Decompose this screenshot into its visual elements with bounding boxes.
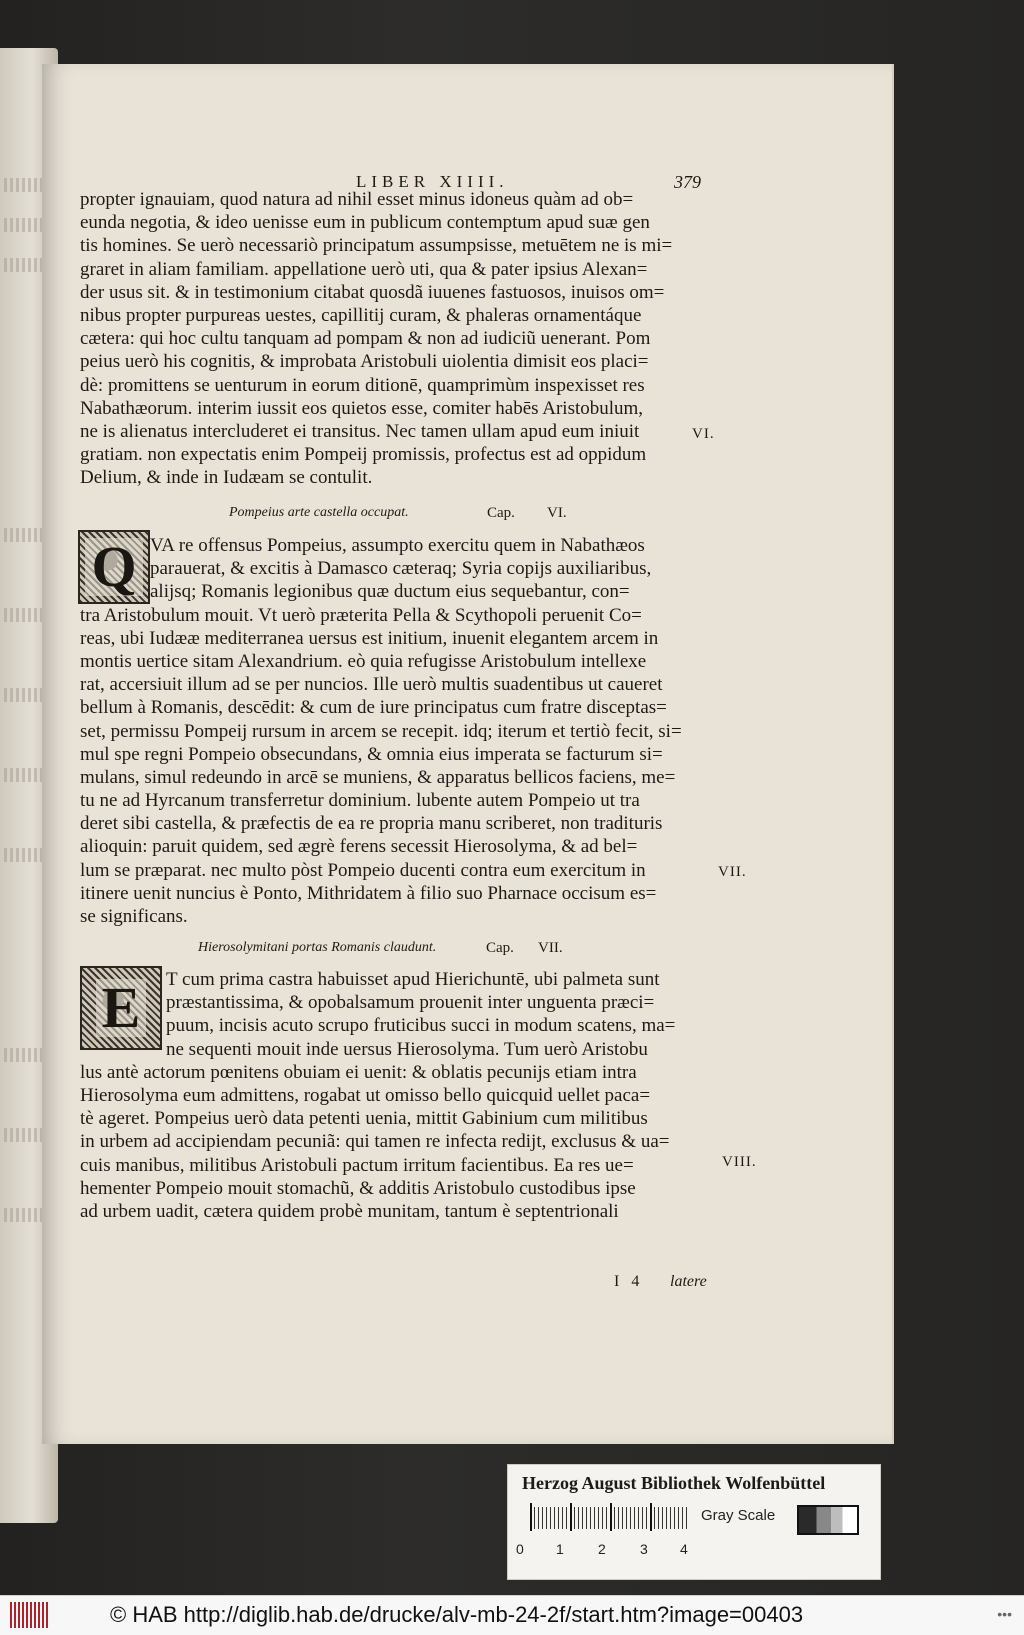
text-line: ad urbem uadit, cætera quidem probè munitam, tantum è septentrionali [80, 1200, 619, 1222]
footer-bar [0, 1595, 1024, 1635]
text-line: tra Aristobulum mouit. Vt uerò præterita Pella & Scythopoli peruenit Co= [80, 604, 642, 626]
text-line: reas, ubi Iudææ mediterranea uersus est initium, inuenit elegantem arcem in [80, 627, 659, 649]
chapter-number: VI. [547, 505, 567, 521]
text-line: lus antè actorum pœnitens obuiam ei uenit: & oblatis pecunijs etiam intra [80, 1061, 637, 1083]
text-line: præstantissima, & opobalsamum prouenit inter unguenta præci= [166, 992, 655, 1014]
text-line: gratiam. non expectatis enim Pompeij promissis, profectus est ad oppidum [80, 444, 647, 466]
scale-tick: 1 [556, 1541, 564, 1557]
margin-note: VI. [692, 426, 715, 442]
gray-scale-label: Gray Scale [701, 1507, 776, 1524]
text-line: graret in aliam familiam. appellatione uerò uti, qua & pater ipsius Alexan= [80, 258, 648, 280]
signature-mark: I 4 [614, 1273, 644, 1290]
text-line: in urbem ad accipiendam pecuniã: qui tamen re infecta redijt, exclusus & ua= [80, 1131, 670, 1153]
scale-tick: 4 [680, 1541, 688, 1557]
text-line: parauerat, & excitis à Damasco cæteraq; Syria copijs auxiliaribus, [150, 558, 652, 580]
text-line: itinere uenit nuncius è Ponto, Mithridatem à filio suo Pharnace occisum es= [80, 882, 657, 904]
scale-tick: 3 [640, 1541, 648, 1557]
text-line: tis homines. Se uerò necessariò principatum assumpsisse, metuētem ne is mi= [80, 235, 673, 257]
text-line: cuis manibus, militibus Aristobuli pactum irritum facientibus. Ea res ue= [80, 1154, 634, 1176]
color-reference-card [507, 1464, 881, 1580]
text-block-3 [80, 1061, 760, 1223]
text-line: set, permissu Pompeij rursum in arcem se recepit. idq; iterum et tertiò fecit, si= [80, 720, 682, 742]
text-line: se significans. [80, 906, 188, 928]
margin-note: VII. [718, 864, 747, 880]
text-block-2 [80, 604, 760, 929]
text-line: mul spe regni Pompeio obsecundans, & omnia eius imperata se facturum si= [80, 743, 663, 765]
text-line: ne is alienatus intercluderet ei transitus. Nec tamen ullam apud eum iniuit [80, 420, 640, 442]
scale-tick: 0 [516, 1541, 524, 1557]
text-line: deret sibi castella, & præfectis de ea re propria manu scriberet, non tradituris [80, 813, 663, 835]
library-name: Herzog August Bibliothek Wolfenbüttel [522, 1473, 826, 1493]
text-line: tè ageret. Pompeius uerò data petenti uenia, mittit Gabinium cum militibus [80, 1108, 648, 1130]
text-line: ne sequenti mouit inde uersus Hierosolyma. Tum uerò Aristobu [166, 1038, 648, 1060]
decorated-initial [78, 530, 150, 604]
text-line: tu ne ad Hyrcanum transferretur dominium. lubente autem Pompeio ut tra [80, 790, 640, 812]
chapter-cap-label: Cap. [486, 940, 514, 956]
chapter-heading-6 [229, 505, 629, 529]
text-line: peius uerò his cognitis, & improbata Aristobuli uiolentia dimisit eos placi= [80, 351, 649, 373]
text-line: alioquin: paruit quidem, sed ægrè ferens secessit Hierosolyma, & ad bel= [80, 836, 638, 858]
text-line: rat, accersiuit illum ad se per nuncios. Ille uerò multis suadentibus ut caueret [80, 674, 663, 696]
running-head: LIBER XIIII. [356, 172, 509, 191]
text-line: nibus propter purpureas uestes, capillitij curam, & phaleras ornamentáque [80, 304, 642, 326]
chapter-number: VII. [538, 940, 563, 956]
catchword: latere [670, 1273, 707, 1290]
text-line: Delium, & inde in Iudæam se contulit. [80, 467, 373, 489]
text-line: hementer Pompeio mouit stomachũ, & additis Aristobulo custodibus ipse [80, 1177, 636, 1199]
initial-letter: Q [85, 538, 142, 596]
text-line: Nabathæorum. interim iussit eos quietos esse, comiter habēs Aristobulum, [80, 397, 644, 419]
text-block-2-indented [150, 534, 760, 604]
chapter-title: Pompeius arte castella occupat. [229, 505, 409, 520]
text-line: eunda negotia, & ideo uenisse eum in publicum contemptum apud suæ gen [80, 212, 650, 234]
text-line: mulans, simul redeundo in arcē se muniens, & apparatus bellicos faciens, me= [80, 766, 676, 788]
scale-tick: 2 [598, 1541, 606, 1557]
text-line: montis uertice sitam Alexandrium. eò quia refugisse Aristobulum intellexe [80, 650, 647, 672]
text-line: alijsq; Romanis legionibus quæ ductum eius sequebantur, con= [150, 581, 630, 603]
chapter-cap-label: Cap. [487, 505, 515, 521]
scale-ruler-major [530, 1503, 690, 1531]
text-line: der usus sit. & in testimonium citabat quosdã iuuenes fastuosos, inuisos om= [80, 281, 665, 303]
text-line: Hierosolyma eum admittens, rogabat ut omisso bello quicquid uellet paca= [80, 1084, 651, 1106]
text-line: lum se præparat. nec multo pòst Pompeio ducenti contra eum exercitum in [80, 859, 646, 881]
text-block-1 [80, 188, 760, 489]
text-line: T cum prima castra habuisset apud Hierichuntē, ubi palmeta sunt [166, 969, 660, 990]
text-line: dè: promittens se uenturum in eorum ditionē, quamprimùm inspexisset res [80, 374, 645, 396]
page-number: 379 [674, 172, 701, 192]
source-url[interactable]: © HAB http://diglib.hab.de/drucke/alv-mb-24-2f/start.htm?image=00403 [110, 1602, 804, 1627]
chapter-title: Hierosolymitani portas Romanis claudunt. [198, 940, 437, 955]
initial-letter: E [96, 979, 147, 1037]
text-line: VA re offensus Pompeius, assumpto exercitu quem in Nabathæos [150, 535, 645, 556]
hab-logo-icon [10, 1602, 48, 1628]
text-block-3-indented [166, 968, 760, 1061]
decorated-initial [80, 966, 162, 1050]
text-line: bellum à Romanis, descēdit: & cum de iure principatus cum fratre disceptas= [80, 697, 667, 719]
chapter-heading-7 [198, 940, 658, 964]
more-menu-icon[interactable]: ••• [997, 1606, 1012, 1622]
text-line: propter ignauiam, quod natura ad nihil esset minus idoneus quàm ad ob= [80, 189, 634, 210]
margin-note: VIII. [722, 1154, 757, 1170]
gray-scale-swatch [797, 1505, 859, 1535]
text-line: cætera: qui hoc cultu tanquam ad pompam & non ad iudiciũ uenerant. Pom [80, 328, 651, 350]
book-page [42, 64, 892, 1444]
text-line: puum, incisis acuto scrupo fruticibus succi in modum scatens, ma= [166, 1015, 676, 1037]
